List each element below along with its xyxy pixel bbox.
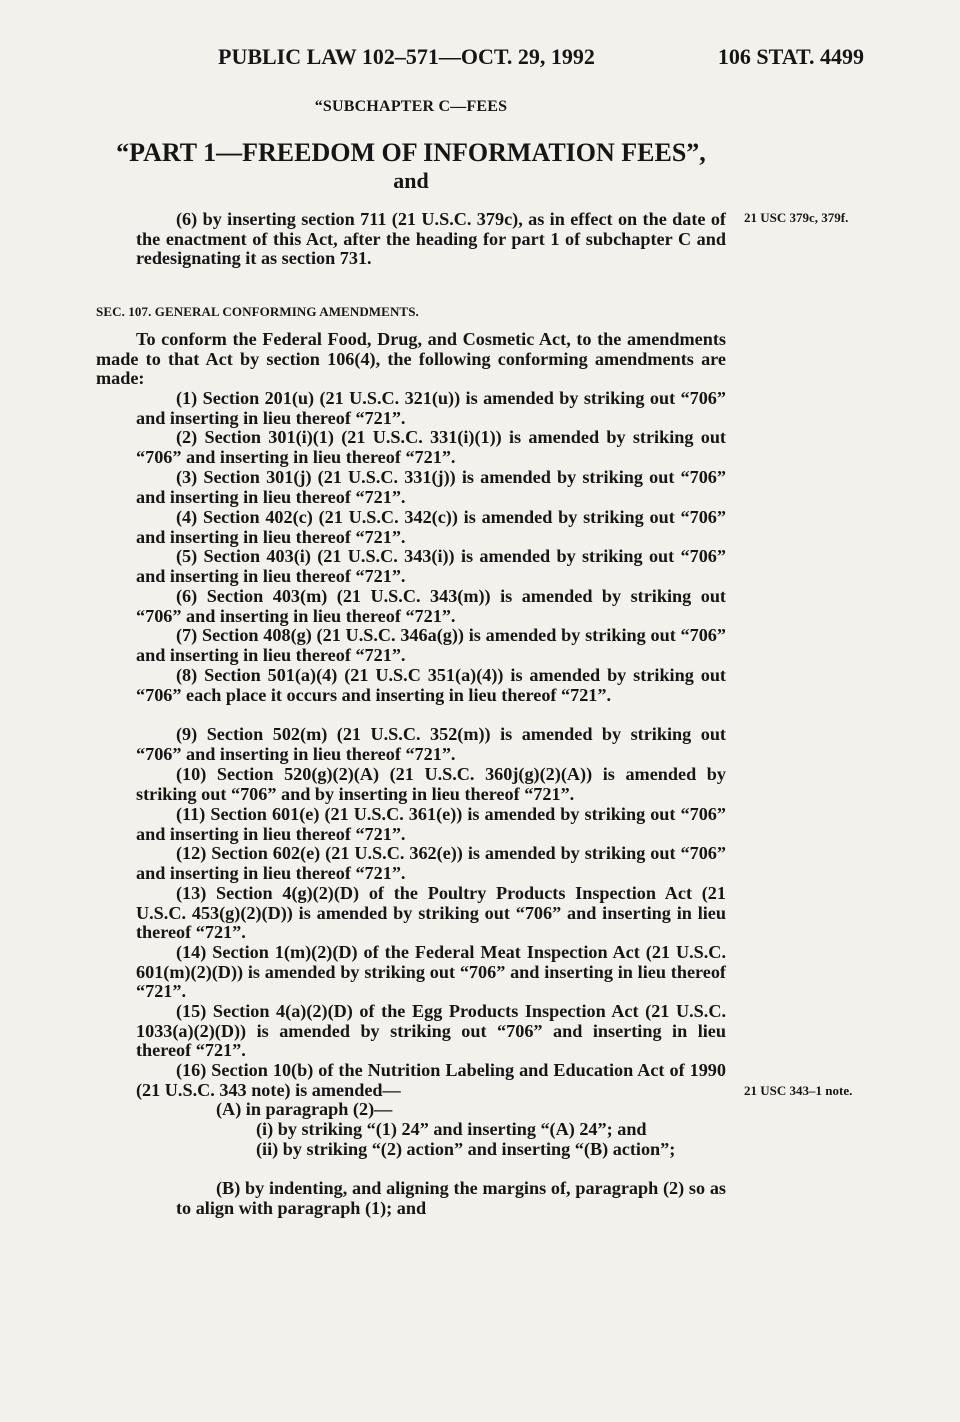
item-6-redesignation: (6) by inserting section 711 (21 U.S.C. 379c), as in effect on the date of the enactment of this Act, after the heading for part 1 of subchapter C and redesignating it as section 731. (136, 209, 726, 269)
amendment-item: (3) Section 301(j) (21 U.S.C. 331(j)) is amended by striking out “706” and inserting in lieu thereof “721”. (136, 467, 726, 507)
and-connector: and (393, 168, 429, 193)
margin-note-usc-343-1: 21 USC 343–1 note. (744, 1083, 853, 1098)
running-header (218, 44, 864, 78)
margin-note-usc-379c: 21 USC 379c, 379f. (744, 210, 849, 225)
amendment-item: (5) Section 403(i) (21 U.S.C. 343(i)) is amended by striking out “706” and inserting in lieu thereof “721”. (136, 546, 726, 586)
amendment-item: (16) Section 10(b) of the Nutrition Labeling and Education Act of 1990 (21 U.S.C. 343 note) is amended— (136, 1060, 726, 1100)
amendment-item: (4) Section 402(c) (21 U.S.C. 342(c)) is amended by striking out “706” and inserting in lieu thereof “721”. (136, 507, 726, 547)
amendment-item: (10) Section 520(g)(2)(A) (21 U.S.C. 360j(g)(2)(A)) is amended by striking out “706” and by inserting in lieu thereof “721”. (136, 764, 726, 804)
amendment-item: (12) Section 602(e) (21 U.S.C. 362(e)) is amended by striking out “706” and inserting in lieu thereof “721”. (136, 843, 726, 883)
amendment-item: (14) Section 1(m)(2)(D) of the Federal Meat Inspection Act (21 U.S.C. 601(m)(2)(D)) is amended by striking out “706” and inserting in lieu thereof “721”. (136, 942, 726, 1002)
public-law-citation: PUBLIC LAW 102–571—OCT. 29, 1992 (218, 44, 595, 69)
section-intro: To conform the Federal Food, Drug, and Cosmetic Act, to the amendments made to that Act by section 106(4), the following conforming amendments are made: (96, 329, 726, 389)
amendment-item: (7) Section 408(g) (21 U.S.C. 346a(g)) is amended by striking out “706” and inserting in lieu thereof “721”. (136, 625, 726, 665)
amendment-item: (11) Section 601(e) (21 U.S.C. 361(e)) is amended by striking out “706” and inserting in lieu thereof “721”. (136, 804, 726, 844)
amendment-item: (1) Section 201(u) (21 U.S.C. 321(u)) is amended by striking out “706” and inserting in lieu thereof “721”. (136, 388, 726, 428)
subparagraph-b: (B) by indenting, and aligning the margins of, paragraph (2) so as to align with paragraph (1); and (176, 1178, 726, 1218)
amendment-item: (15) Section 4(a)(2)(D) of the Egg Products Inspection Act (21 U.S.C. 1033(a)(2)(D)) is amended by striking out “706” and inserting in lieu thereof “721”. (136, 1001, 726, 1061)
subparagraph-a: (A) in paragraph (2)— (216, 1099, 393, 1119)
amendment-item: (8) Section 501(a)(4) (21 U.S.C 351(a)(4)) is amended by striking out “706” each place it occurs and inserting in lieu thereof “721”. (136, 665, 726, 705)
statute-page-number: 106 STAT. 4499 (717, 44, 864, 69)
amendment-item: (13) Section 4(g)(2)(D) of the Poultry Products Inspection Act (21 U.S.C. 453(g)(2)(D)) is amended by striking out “706” and inserting in lieu thereof “721”. (136, 883, 726, 943)
part-heading: “PART 1—FREEDOM OF INFORMATION FEES”, (116, 138, 706, 167)
clause-ii: (ii) by striking “(2) action” and inserting “(B) action”; (256, 1139, 676, 1159)
amendment-item: (9) Section 502(m) (21 U.S.C. 352(m)) is amended by striking out “706” and inserting in lieu thereof “721”. (136, 724, 726, 764)
amendment-item: (2) Section 301(i)(1) (21 U.S.C. 331(i)(1)) is amended by striking out “706” and inserting in lieu thereof “721”. (136, 427, 726, 467)
amendment-item: (6) Section 403(m) (21 U.S.C. 343(m)) is amended by striking out “706” and inserting in lieu thereof “721”. (136, 586, 726, 626)
section-heading: SEC. 107. GENERAL CONFORMING AMENDMENTS. (96, 304, 419, 319)
clause-i: (i) by striking “(1) 24” and inserting “(A) 24”; and (256, 1119, 647, 1139)
subchapter-heading: “SUBCHAPTER C—FEES (314, 98, 508, 115)
